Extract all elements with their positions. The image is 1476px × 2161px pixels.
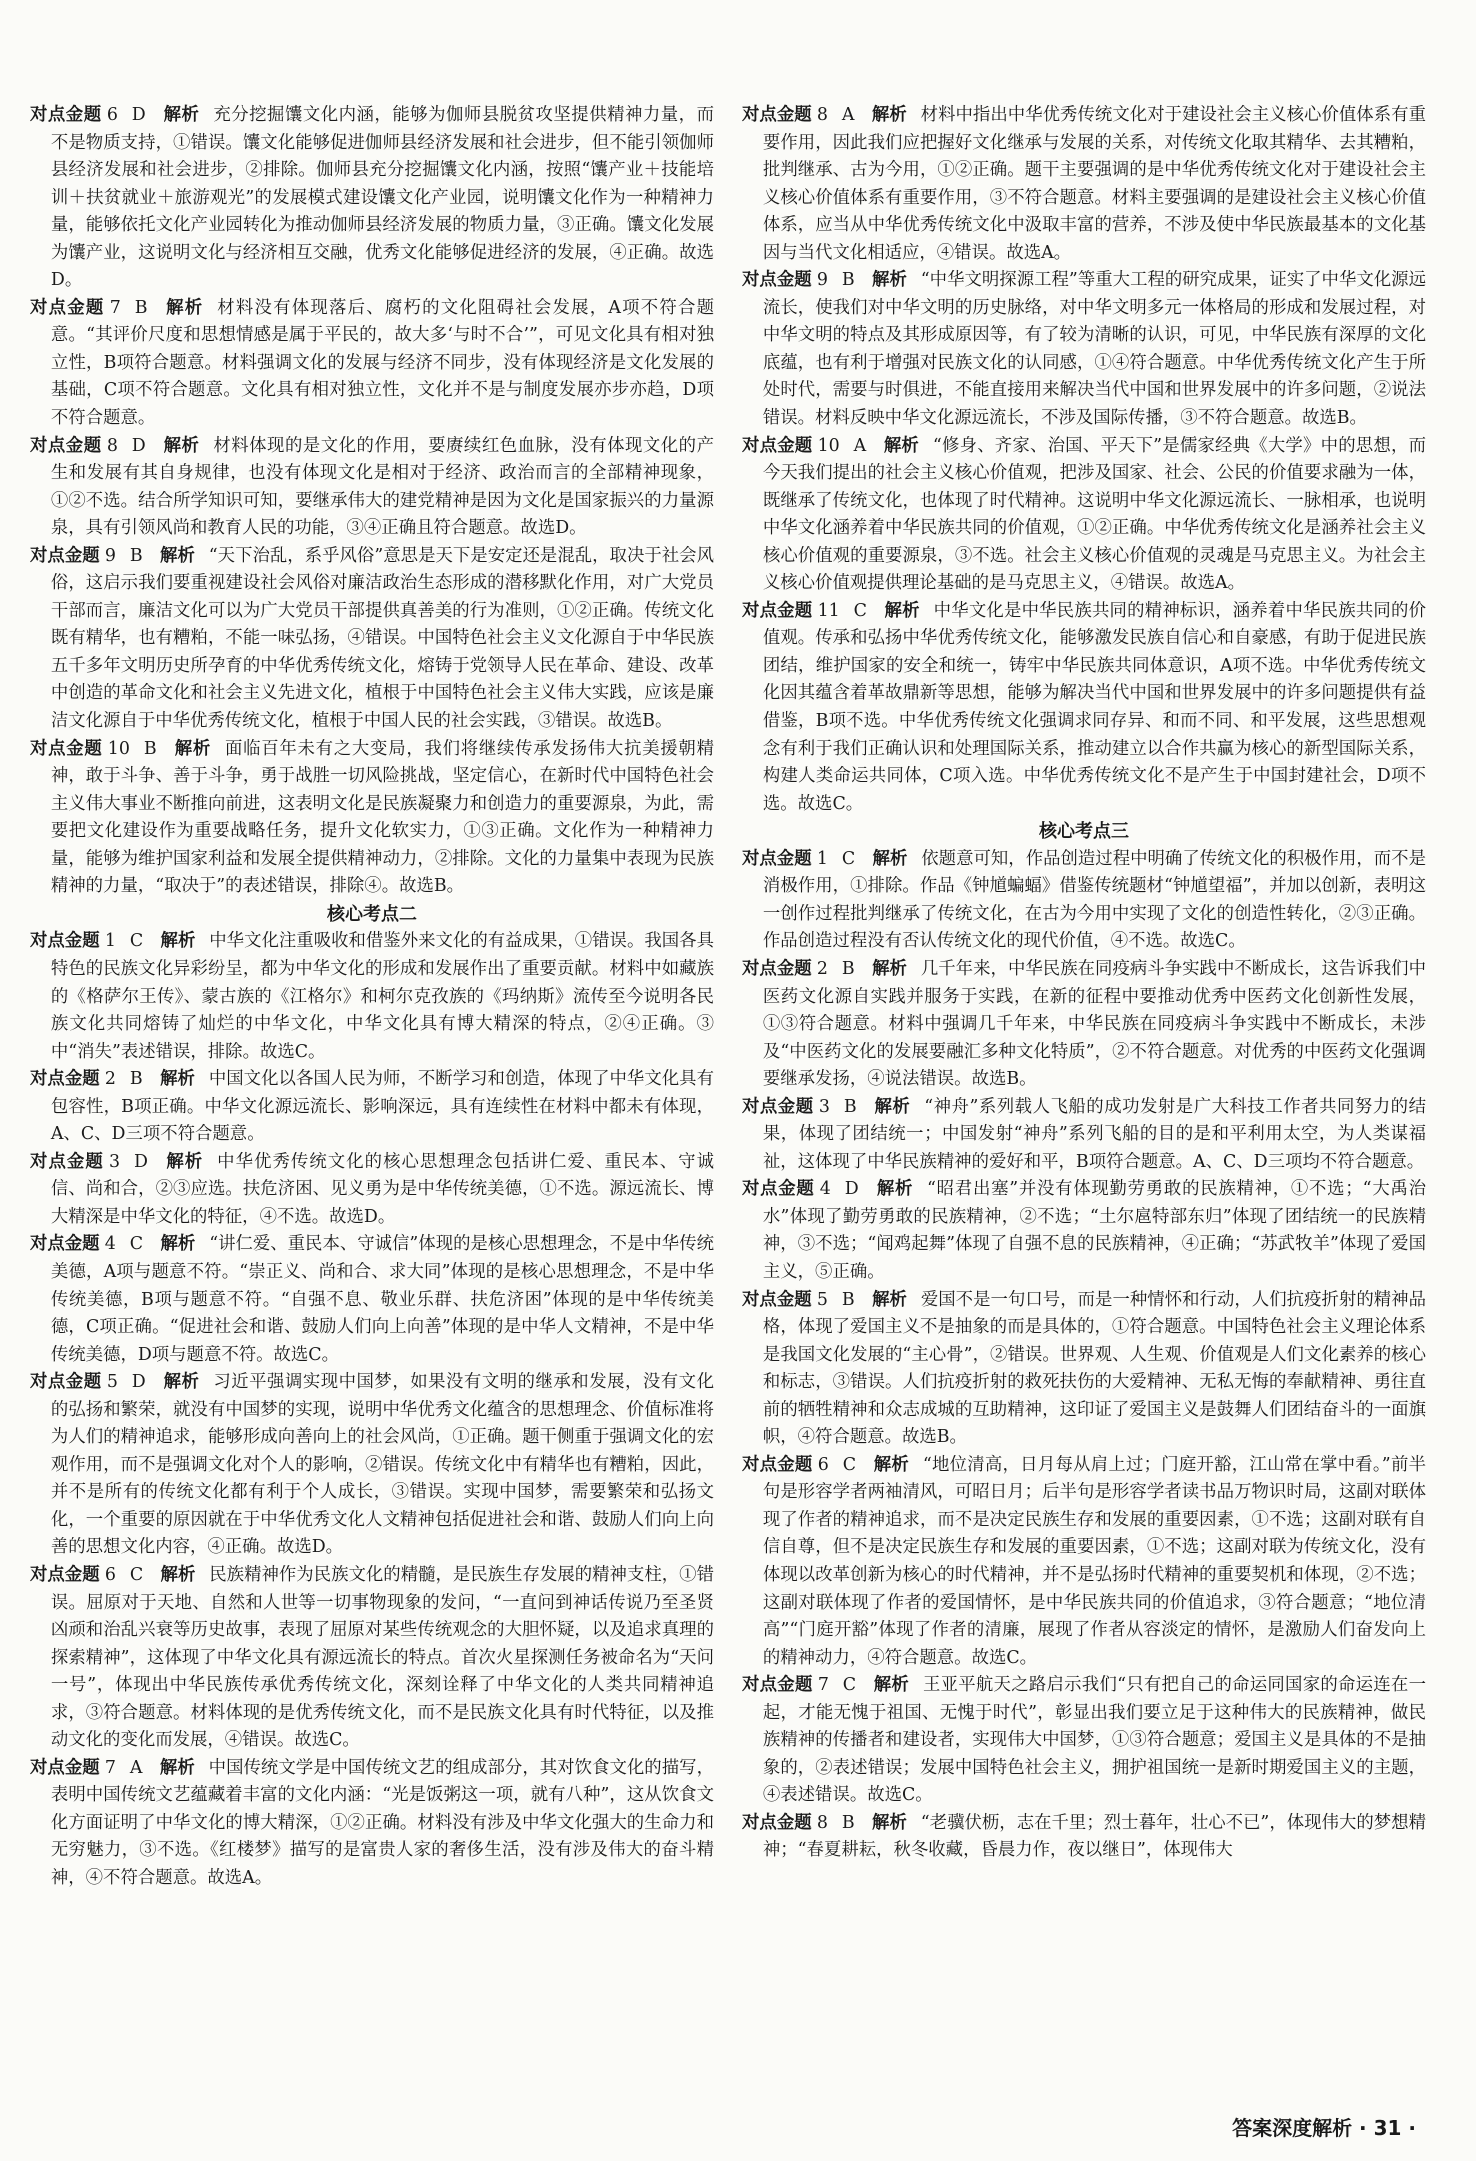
question-number: 11 bbox=[817, 600, 840, 621]
analysis-label: 解析 bbox=[160, 931, 196, 952]
entry-label: 对点金题 bbox=[742, 600, 813, 621]
question-number: 5 bbox=[816, 1289, 828, 1310]
answer-letter: B bbox=[841, 1812, 855, 1833]
answer-letter: B bbox=[841, 270, 855, 291]
answer-letter: C bbox=[129, 1234, 144, 1255]
answer-letter: C bbox=[842, 1454, 857, 1475]
entry-label: 对点金题 bbox=[30, 297, 105, 318]
answer-entry bbox=[742, 846, 1426, 956]
answer-letter: C bbox=[842, 1675, 857, 1696]
question-number: 6 bbox=[817, 1454, 829, 1475]
analysis-label: 解析 bbox=[872, 848, 908, 869]
analysis-label: 解析 bbox=[871, 105, 907, 125]
answer-letter: A bbox=[841, 105, 855, 125]
analysis-label: 解析 bbox=[884, 600, 920, 621]
entry-label: 对点金题 bbox=[742, 1096, 814, 1117]
answer-entry bbox=[742, 598, 1426, 818]
answer-letter: D bbox=[133, 1151, 148, 1172]
analysis-text: 中华文化注重吸收和借鉴外来文化的有益成果，①错误。我国各具特色的民族文化异彩纷呈，都为中华文化的形成和发展作出了重要贡献。材料中如藏族的《格萨尔王传》、蒙古族的《江格尔》和柯尔克孜族的《玛纳斯》流传至今说明各民族文化共同熔铸了灿烂的中华文化，中华文化具有博大精深的特点，②④正确。③中“消失”表述错误，排除。故选C。 bbox=[50, 931, 714, 1062]
answer-entry bbox=[30, 543, 714, 736]
entry-label: 对点金题 bbox=[30, 738, 103, 759]
analysis-text: 爱国不是一句口号，而是一种情怀和行动，人们抗疫折射的精神品格，体现了爱国主义不是抽象的而是具体的，①符合题意。中国特色社会主义理论体系是我国文化发展的“主心骨”，②错误。世界观、人生观、价值观是人们文化素养的核心和标志，③错误。人们抗疫折射的救死扶伤的大爱精神、无私无悔的奉献精神、勇往直前的牺牲精神和众志成城的互助精神，这印证了爱国主义是鼓舞人们团结奋斗的一面旗帜，④符合题意。故选B。 bbox=[762, 1289, 1426, 1448]
question-number: 7 bbox=[104, 1757, 116, 1778]
question-number: 10 bbox=[107, 738, 130, 759]
analysis-label: 解析 bbox=[873, 1454, 909, 1475]
answer-entry bbox=[742, 1452, 1426, 1672]
entry-label: 对点金题 bbox=[30, 545, 100, 566]
answer-entry bbox=[742, 1176, 1426, 1286]
answer-letter: C bbox=[129, 931, 144, 952]
answer-letter: D bbox=[131, 105, 146, 125]
entry-label: 对点金题 bbox=[30, 931, 100, 952]
analysis-label: 解析 bbox=[160, 1069, 195, 1090]
answer-letter: B bbox=[841, 1289, 855, 1310]
answer-entry bbox=[742, 1094, 1426, 1177]
entry-label: 对点金题 bbox=[742, 1675, 813, 1696]
analysis-text: “天下治乱，系乎风俗”意思是天下是安定还是混乱，取决于社会风俗，这启示我们要重视建设社会风俗对廉洁政治生态形成的潜移默化作用，对广大党员干部而言，廉洁文化可以为广大党员干部提供真善美的行为准则，①②正确。传统文化既有精华，也有糟粕，不能一味弘扬，④错误。中国特色社会主义文化源自于中华民族五千多年文明历史所孕育的中华优秀传统文化，熔铸于党领导人民在革命、建设、改革中创造的革命文化和社会主义先进文化，植根于中国特色社会主义伟大实践，应该是廉洁文化源自于中华优秀传统文化，植根于中国人民的社会实践，③错误。故选B。 bbox=[50, 545, 714, 732]
answer-entry bbox=[30, 1755, 714, 1893]
answer-letter: B bbox=[143, 738, 157, 759]
question-number: 1 bbox=[104, 931, 116, 952]
answer-entry bbox=[30, 295, 714, 433]
analysis-text: 中华文化是中华民族共同的精神标识，涵养着中华民族共同的价值观。传承和弘扬中华优秀传统文化，能够激发民族自信心和自豪感，有助于促进民族团结，维护国家的安全和统一，铸牢中华民族共同体意识，A项不选。中华优秀传统文化因其蕴含着革故鼎新等思想，能够为解决当代中国和世界发展中的许多问题提供有益借鉴，B项不选。中华优秀传统文化强调求同存异、和而不同、和平发展，这些思想观念有利于我们正确认识和处理国际关系，推动建立以合作共赢为核心的新型国际关系，构建人类命运共同体，C项入选。中华优秀传统文化不是产生于中国封建社会，D项不选。故选C。 bbox=[762, 600, 1426, 814]
analysis-text: 王亚平航天之路启示我们“只有把自己的命运同国家的命运连在一起，才能无愧于祖国、无愧于时代”，彰显出我们要立足于这种伟大的民族精神，做民族精神的传播者和建设者，实现伟大中国梦，①③符合题意；爱国主义是具体的不是抽象的，②表述错误；发展中国特色社会主义，拥护祖国统一是新时期爱国主义的主题，④表述错误。故选C。 bbox=[762, 1675, 1426, 1806]
answer-letter: D bbox=[131, 435, 146, 456]
analysis-text: 面临百年未有之大变局，我们将继续传承发扬伟大抗美援朝精神，敢于斗争、善于斗争，勇于战胜一切风险挑战，坚定信心，在新时代中国特色社会主义伟大事业不断推向前进，这表明文化是民族凝聚力和创造力的重要源泉，为此，需要把文化建设作为重要战略任务，提升文化软实力，①③正确。文化作为一种精神力量，能够为维护国家利益和发展全提供精神动力，②排除。文化的力量集中表现为民族精神的力量，“取决于”的表述错误，排除④。故选B。 bbox=[50, 738, 714, 897]
entry-label: 对点金题 bbox=[30, 1757, 100, 1778]
entry-label: 对点金题 bbox=[742, 848, 812, 869]
analysis-label: 解析 bbox=[873, 1675, 910, 1696]
entry-label: 对点金题 bbox=[742, 1179, 815, 1200]
question-number: 5 bbox=[106, 1372, 118, 1393]
answer-entry bbox=[30, 433, 714, 543]
question-number: 1 bbox=[816, 848, 828, 869]
analysis-text: 依题意可知，作品创造过程中明确了传统文化的积极作用，而不是消极作用，①排除。作品《钟馗蝙蝠》借鉴传统题材“钟馗望福”，并加以创新，表明这一创作过程批判继承了传统文化，在古为今用中实现了文化的创造性转化，②③正确。作品创造过程没有否认传统文化的现代价值，④不选。故选C。 bbox=[762, 848, 1426, 952]
analysis-label: 解析 bbox=[160, 545, 195, 566]
analysis-label: 解析 bbox=[872, 958, 907, 979]
analysis-label: 解析 bbox=[163, 435, 200, 456]
question-number: 2 bbox=[104, 1069, 116, 1090]
answer-entry bbox=[742, 267, 1426, 432]
analysis-text: “昭君出塞”并没有体现勤劳勇敢的民族精神，①不选；“大禹治水”体现了勤劳勇敢的民族精神，②不选；“土尔扈特部东归”体现了团结统一的民族精神，③不选；“闻鸡起舞”体现了自强不息的民族精神，④正确；“苏武牧羊”体现了爱国主义，⑤正确。 bbox=[762, 1179, 1426, 1282]
analysis-label: 解析 bbox=[159, 1757, 195, 1778]
answer-entry bbox=[30, 1149, 714, 1232]
analysis-text: 充分挖掘馕文化内涵，能够为伽师县脱贫攻坚提供精神力量，而不是物质支持，①错误。馕文化能够促进伽师县经济发展和社会进步，但不能引领伽师县经济发展和社会进步，②排除。伽师县充分挖掘馕文化内涵，按照“馕产业＋技能培训＋扶贫就业＋旅游观光”的发展模式建设馕文化产业园，说明馕文化作为一种精神力量，能够依托文化产业园转化为推动伽师县经济发展的物质力量，③正确。馕文化发展为馕产业，这说明文化与经济相互交融，优秀文化能够促进经济的发展，④正确。故选D。 bbox=[50, 105, 714, 291]
answer-entry bbox=[742, 433, 1426, 598]
answer-entry bbox=[30, 736, 714, 901]
analysis-label: 解析 bbox=[876, 1179, 914, 1200]
entry-label: 对点金题 bbox=[30, 1069, 100, 1090]
section-heading: 核心考点二 bbox=[327, 903, 417, 925]
entry-label: 对点金题 bbox=[30, 435, 102, 456]
answer-letter: B bbox=[129, 545, 143, 566]
analysis-label: 解析 bbox=[872, 270, 907, 291]
question-number: 3 bbox=[818, 1096, 830, 1117]
question-number: 8 bbox=[816, 1812, 828, 1833]
question-number: 2 bbox=[816, 958, 828, 979]
entry-label: 对点金题 bbox=[30, 1372, 102, 1393]
entry-label: 对点金题 bbox=[30, 105, 102, 125]
answer-letter: B bbox=[843, 1096, 857, 1117]
entry-label: 对点金题 bbox=[742, 435, 813, 456]
analysis-label: 解析 bbox=[163, 1372, 200, 1393]
answer-entry bbox=[30, 928, 714, 1066]
answer-entry bbox=[742, 102, 1426, 267]
answer-letter: C bbox=[129, 1564, 144, 1585]
entry-label: 对点金题 bbox=[30, 1151, 104, 1172]
analysis-label: 解析 bbox=[874, 1096, 911, 1117]
analysis-text: 民族精神作为民族文化的精髓，是民族生存发展的精神支柱，①错误。屈原对于天地、自然和人世等一切事物现象的发问，“一直问到神话传说乃至圣贤凶顽和治乱兴衰等历史故事，表现了屈原对某些传统观念的大胆怀疑，以及追求真理的探索精神”，这体现了中华文化具有源远流长的特点。首次火星探测任务被命名为“天问一号”，体现出中华民族传承优秀传统文化，深刻诠释了中华文化的人类共同精神追求，③符合题意。材料体现的是优秀传统文化，而不是民族文化具有时代特征，以及推动文化的变化而发展，④错误。故选C。 bbox=[50, 1564, 714, 1751]
analysis-text: 习近平强调实现中国梦，如果没有文明的继承和发展，没有文化的弘扬和繁荣，就没有中国梦的实现，说明中华优秀文化蕴含的思想理念、价值标准将为人们的精神追求，能够形成向善向上的社会风尚，①正确。题干侧重于强调文化的宏观作用，而不是强调文化对个人的影响，②错误。传统文化中有精华也有糟粕，因此，并不是所有的传统文化都有利于个人成长，③错误。实现中国梦，需要繁荣和弘扬文化，一个重要的原因就在于中华优秀文化人文精神包括促进社会和谐、鼓励人们向上向善的思想文化内容，④正确。故选D。 bbox=[50, 1372, 714, 1558]
entry-label: 对点金题 bbox=[742, 270, 812, 291]
right-column bbox=[742, 102, 1426, 1865]
answer-letter: D bbox=[844, 1179, 859, 1200]
analysis-text: 几千年来，中华民族在同疫病斗争实践中不断成长，这告诉我们中医药文化源自实践并服务于实践，在新的征程中要推动优秀中医药文化创新性发展，①③符合题意。材料中强调几千年来，中华民族在同疫病斗争实践中不断成长，未涉及“中医药文化的发展要融汇多种文化特质”，②不符合题意。对优秀的中医药文化强调要继承发扬，④说法错误。故选B。 bbox=[762, 958, 1426, 1090]
question-number: 3 bbox=[108, 1151, 121, 1172]
analysis-text: “修身、齐家、治国、平天下”是儒家经典《大学》中的思想，而今天我们提出的社会主义核心价值观，把涉及国家、社会、公民的价值要求融为一体，既继承了传统文化，也体现了时代精神。这说明中华文化源远流长、一脉相承，也说明中华文化涵养着中华民族共同的价值观，①②正确。中华优秀传统文化是涵养社会主义核心价值观的重要源泉，③不选。社会主义核心价值观的灵魂是马克思主义。为社会主义核心价值观提供理论基础的是马克思主义，④错误。故选A。 bbox=[762, 435, 1426, 594]
analysis-text: 材料体现的是文化的作用，要赓续红色血脉，没有体现文化的产生和发展有其自身规律，也没有体现文化是相对于经济、政治而言的全部精神现象，①②不选。结合所学知识可知，要继承伟大的建党精神是因为文化是国家振兴的力量源泉，具有引领风尚和教育人民的功能，③④正确且符合题意。故选D。 bbox=[50, 435, 714, 539]
question-number: 10 bbox=[817, 435, 840, 456]
analysis-text: “老骥伏枥，志在千里；烈士暮年，壮心不已”，体现伟大的梦想精神；“春夏耕耘，秋冬收藏，昏晨力作，夜以继日”，体现伟大 bbox=[762, 1812, 1426, 1861]
entry-label: 对点金题 bbox=[30, 1234, 100, 1255]
analysis-text: 中国传统文学是中国传统文艺的组成部分，其对饮食文化的描写，表明中国传统文艺蕴藏着丰富的文化内涵：“光是饭粥这一项，就有八种”，这从饮食文化方面证明了中华文化的博大精深，①②正确。材料没有涉及中华文化强大的生命力和无穷魅力，③不选。《红楼梦》描写的是富贵人家的奢侈生活，没有涉及伟大的奋斗精神，④不符合题意。故选A。 bbox=[50, 1757, 714, 1888]
section-heading: 核心考点三 bbox=[1039, 821, 1129, 843]
analysis-label: 解析 bbox=[160, 1234, 196, 1255]
entry-label: 对点金题 bbox=[742, 1812, 812, 1833]
question-number: 8 bbox=[816, 105, 828, 125]
analysis-text: “中华文明探源工程”等重大工程的研究成果，证实了中华文化源远流长，使我们对中华文明的历史脉络，对中华文明多元一体格局的形成和发展过程，对中华文明的特点及其形成原因等，有了较为清晰的认识，可见，中华民族有深厚的文化底蕴，也有利于增强对民族文化的认同感，①④符合题意。中华优秀传统文化产生于所处时代，需要与时俱进，不能直接用来解决当代中国和世界发展中的许多问题，②说法错误。材料反映中华文化源远流长，不涉及国际传播，③不符合题意。故选B。 bbox=[762, 270, 1426, 429]
left-column bbox=[30, 102, 714, 1893]
answer-entry bbox=[742, 1810, 1426, 1865]
entry-label: 对点金题 bbox=[742, 958, 812, 979]
analysis-label: 解析 bbox=[163, 105, 200, 125]
question-number: 8 bbox=[106, 435, 118, 456]
analysis-label: 解析 bbox=[174, 738, 212, 759]
entry-label: 对点金题 bbox=[742, 105, 812, 125]
answer-entry bbox=[30, 1562, 714, 1755]
question-number: 6 bbox=[104, 1564, 116, 1585]
analysis-text: 材料中指出中华优秀传统文化对于建设社会主义核心价值体系有重要作用，因此我们应把握好文化继承与发展的关系，对传统文化取其精华、去其糟粕，批判继承、古为今用，①②正确。题干主要强调的是中华优秀传统文化对于建设社会主义核心价值体系有重要作用，③不符合题意。材料主要强调的是建设社会主义核心价值体系，应当从中华优秀传统文化中汲取丰富的营养，不涉及使中华民族最基本的文化基因与当代文化相适应，④错误。故选A。 bbox=[762, 105, 1426, 263]
analysis-text: 材料没有体现落后、腐朽的文化阻碍社会发展，A项不符合题意。“其评价尺度和思想情感是属于平民的，故大多‘与时不合’”，可见文化具有相对独立性，B项符合题意。材料强调文化的发展与经济不同步，没有体现经济是文化发展的基础，C项不符合题意。文化具有相对独立性，文化并不是与制度发展亦步亦趋，D项不符合题意。 bbox=[50, 297, 714, 429]
entry-label: 对点金题 bbox=[742, 1454, 813, 1475]
answer-entry bbox=[30, 102, 714, 295]
analysis-label: 解析 bbox=[883, 435, 920, 456]
analysis-text: “神舟”系列载人飞船的成功发射是广大科技工作者共同努力的结果，体现了团结统一；中国发射“神舟”系列飞船的目的是和平利用太空，为人类谋福祉，这体现了中华民族精神的爱好和平，B项符合题意。A、C、D三项均不符合题意。 bbox=[762, 1096, 1426, 1172]
answer-letter: A bbox=[129, 1757, 143, 1778]
answer-entry bbox=[742, 1287, 1426, 1452]
answer-letter: B bbox=[134, 297, 148, 318]
analysis-text: 中国文化以各国人民为师，不断学习和创造，体现了中华文化具有包容性，B项正确。中华文化源远流长、影响深远，具有连续性在材料中都未有体现，A、C、D三项不符合题意。 bbox=[50, 1069, 714, 1145]
answer-letter: A bbox=[853, 435, 867, 456]
answer-entry bbox=[30, 1231, 714, 1369]
question-number: 9 bbox=[816, 270, 828, 291]
entry-label: 对点金题 bbox=[30, 1564, 100, 1585]
analysis-text: “地位清高，日月每从肩上过；门庭开豁，江山常在掌中看。”前半句是形容学者两袖清风，可昭日月；后半句是形容学者读书品万物识时局，这副对联体现了作者的精神追求，而不是决定民族生存和发展的重要因素，①不选；这副对联有自信自尊，但不是决定民族生存和发展的重要因素，①不选；这副对联为传统文化，没有体现以改革创新为核心的时代精神，并不是弘扬时代精神的重要契机和体现，②不选；这副对联体现了作者的爱国情怀，是中华民族共同的价值追求，③符合题意；“地位清高”“门庭开豁”体现了作者的清廉，展现了作者从容淡定的情怀，是激励人们奋发向上的精神动力，④符合题意。故选C。 bbox=[762, 1454, 1426, 1668]
answer-letter: C bbox=[853, 600, 867, 621]
question-number: 9 bbox=[104, 545, 116, 566]
question-number: 6 bbox=[106, 105, 118, 125]
answer-letter: B bbox=[841, 958, 855, 979]
analysis-label: 解析 bbox=[164, 297, 204, 318]
answer-entry bbox=[742, 1672, 1426, 1810]
question-number: 4 bbox=[819, 1179, 831, 1200]
analysis-label: 解析 bbox=[165, 1151, 204, 1172]
analysis-label: 解析 bbox=[872, 1812, 907, 1833]
answer-entry bbox=[30, 1369, 714, 1562]
answer-page bbox=[30, 102, 1446, 2092]
answer-letter: D bbox=[131, 1372, 146, 1393]
entry-label: 对点金题 bbox=[742, 1289, 812, 1310]
question-number: 7 bbox=[817, 1675, 829, 1696]
question-number: 7 bbox=[109, 297, 121, 318]
analysis-text: 中华优秀传统文化的核心思想理念包括讲仁爱、重民本、守诚信、尚和合，②③应选。扶危济困、见义勇为是中华传统美德，①不选。源远流长、博大精深是中华文化的特征，④不选。故选D。 bbox=[50, 1151, 714, 1227]
page-footer: 答案深度解析 · 31 · bbox=[1232, 2116, 1416, 2140]
answer-letter: B bbox=[129, 1069, 143, 1090]
answer-letter: C bbox=[841, 848, 856, 869]
answer-entry bbox=[742, 956, 1426, 1094]
analysis-label: 解析 bbox=[160, 1564, 196, 1585]
analysis-label: 解析 bbox=[872, 1289, 907, 1310]
answer-entry bbox=[30, 1066, 714, 1149]
analysis-text: “讲仁爱、重民本、守诚信”体现的是核心思想理念，不是中华传统美德，A项与题意不符。“崇正义、尚和合、求大同”体现的是核心思想理念，不是中华传统美德，B项与题意不符。“自强不息、敬业乐群、扶危济困”体现的是中华传统美德，C项正确。“促进社会和谐、鼓励人们向上向善”体现的是中华人文精神，不是中华传统美德，D项与题意不符。故选C。 bbox=[50, 1234, 714, 1365]
question-number: 4 bbox=[104, 1234, 116, 1255]
